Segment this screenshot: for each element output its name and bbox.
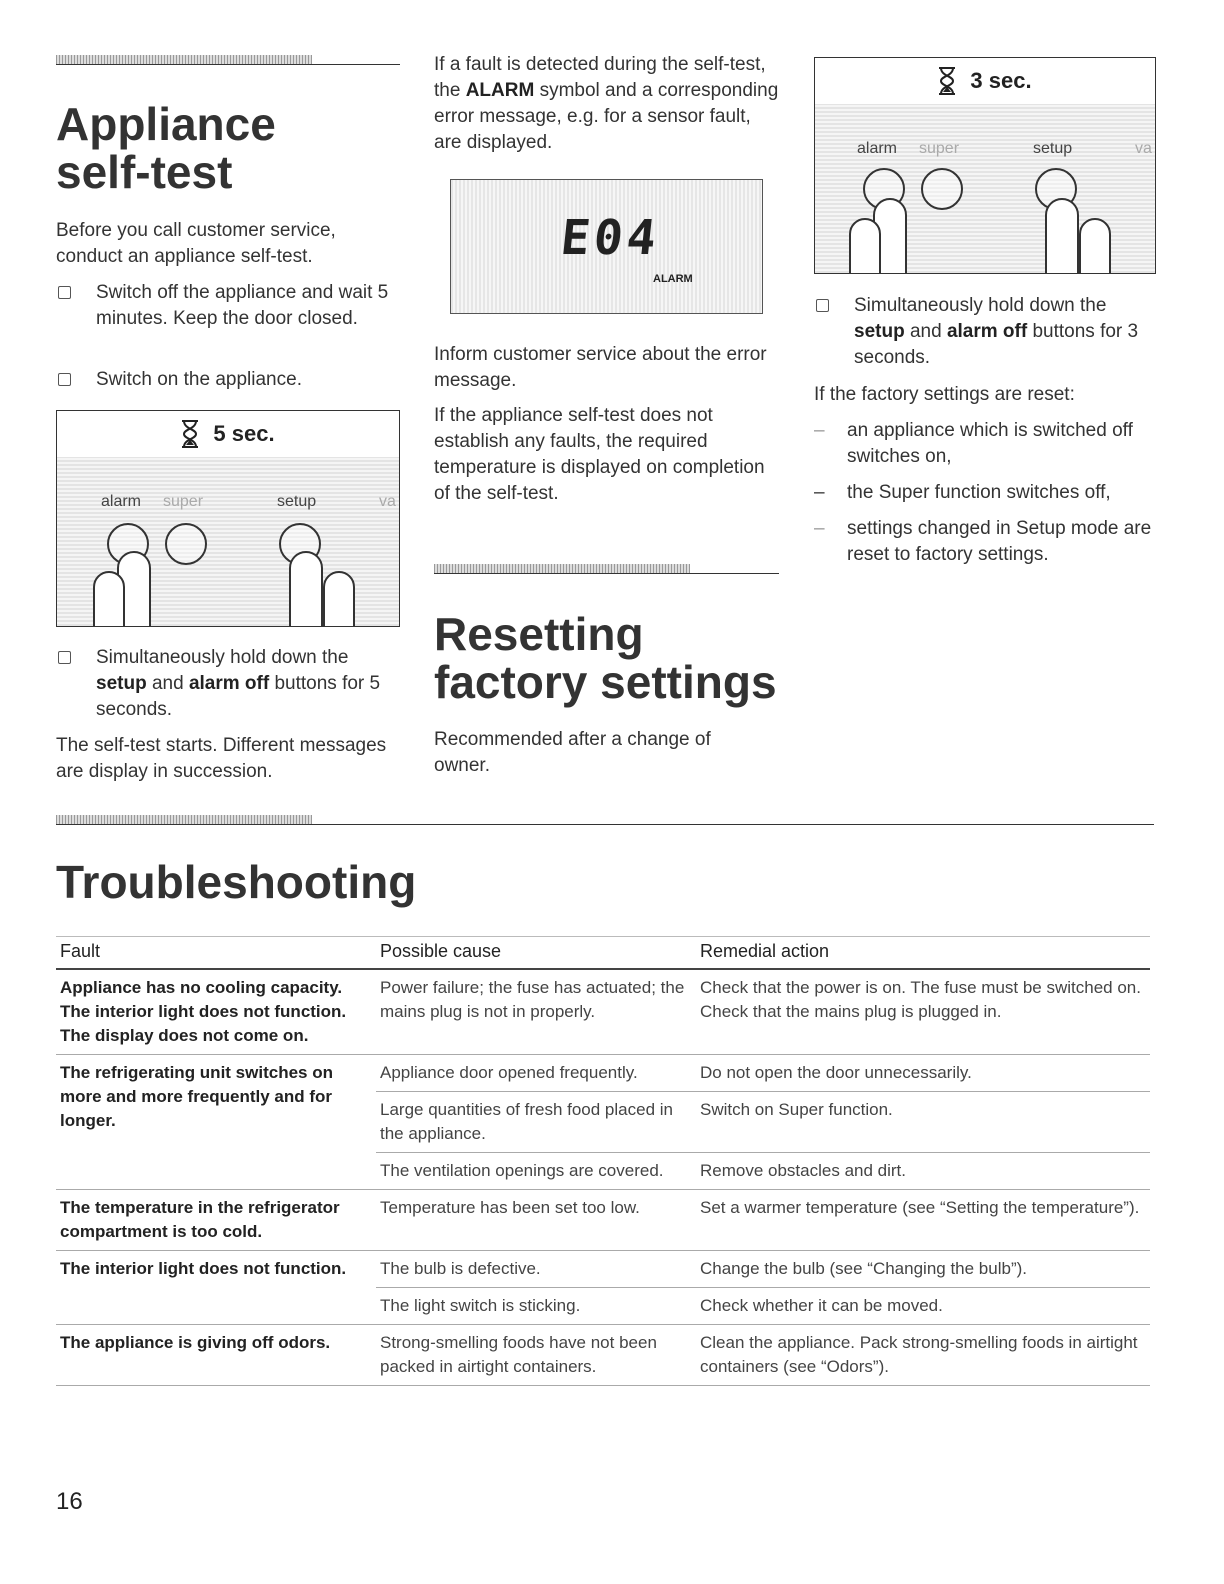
list-item: – settings changed in Setup mode are reset to factory settings. xyxy=(814,518,1152,565)
va-label: va xyxy=(1135,140,1152,157)
hourglass-icon xyxy=(938,67,956,95)
super-label: super xyxy=(919,140,960,157)
fault-cell: Appliance has no cooling capacity. The interior light does not function. The display does not come on. xyxy=(60,978,347,1045)
column-header: Remedial action xyxy=(696,937,1150,970)
action-cell: Change the bulb (see “Changing the bulb”). xyxy=(696,1251,1150,1288)
table-row xyxy=(56,1055,1150,1092)
page-number: 16 xyxy=(56,1488,83,1515)
control-panel-illustration-5sec: 5 sec. alarm super setup va xyxy=(56,410,400,627)
fault-cell: The interior light does not function. xyxy=(56,1251,376,1325)
step-switch-off: Switch off the appliance and wait 5 minutes. Keep the door closed. xyxy=(58,280,398,332)
self-test-result: The self-test starts. Different messages are display in succession. xyxy=(56,735,387,782)
table-row xyxy=(56,969,1150,1055)
finger-illustration xyxy=(323,571,355,627)
super-label: super xyxy=(163,493,204,510)
checkbox-bullet-icon xyxy=(816,299,829,312)
alarm-indicator: ALARM xyxy=(653,273,693,285)
resetting-title: Resetting factory settings xyxy=(434,608,777,709)
step-hold-buttons-3sec: Simultaneously hold down the setup and alarm off buttons for 3 seconds. xyxy=(816,293,1161,371)
cause-cell: Large quantities of fresh food placed in the appliance. xyxy=(376,1092,696,1153)
checkbox-bullet-icon xyxy=(58,286,71,299)
setup-label: setup xyxy=(1033,140,1073,157)
cause-cell: Temperature has been set too low. xyxy=(376,1190,696,1251)
reset-effects-list xyxy=(814,418,1159,568)
checkbox-bullet-icon xyxy=(58,651,71,664)
reset-recommendation: Recommended after a change of owner. xyxy=(434,729,711,776)
fault-cell: The appliance is giving off odors. xyxy=(56,1325,376,1386)
fault-detected-text: If a fault is detected during the self-test, the ALARM symbol and a corresponding error message, e.g. for a sensor fault, are displayed. xyxy=(434,54,779,153)
column-header: Fault xyxy=(56,937,376,970)
step-switch-on: Switch on the appliance. xyxy=(58,367,398,393)
fault-cell: The temperature in the refrigerator compartment is too cold. xyxy=(56,1190,376,1251)
list-item: – the Super function switches off, xyxy=(814,482,1111,503)
error-display-illustration xyxy=(450,179,763,314)
finger-illustration xyxy=(1079,218,1111,274)
finger-illustration xyxy=(849,218,881,274)
reset-effects-intro: If the factory settings are reset: xyxy=(814,384,1075,405)
troubleshooting-title: Troubleshooting xyxy=(56,856,417,908)
list-item: – an appliance which is switched off switches on, xyxy=(814,420,1133,467)
table-row xyxy=(56,1190,1150,1251)
alarm-label: alarm xyxy=(857,140,898,157)
fault-cell: The refrigerating unit switches on more and more frequently and for longer. xyxy=(56,1055,376,1190)
super-button[interactable] xyxy=(165,523,207,565)
step-hold-buttons-5sec: Simultaneously hold down the setup and alarm off buttons for 5 seconds. xyxy=(58,645,403,723)
self-test-intro: Before you call customer service, conduct an appliance self-test. xyxy=(56,220,336,267)
action-cell: Switch on Super function. xyxy=(696,1092,1150,1153)
error-code: E04 xyxy=(558,210,663,266)
action-cell: Check whether it can be moved. xyxy=(696,1288,1150,1325)
action-cell: Check that the power is on. The fuse must be switched on. Check that the mains plug is plugged in. xyxy=(700,978,1141,1021)
troubleshooting-table xyxy=(56,936,1150,1386)
section-rule-self-test xyxy=(56,55,400,65)
alarm-label: alarm xyxy=(101,493,142,510)
cause-cell: Power failure; the fuse has actuated; the mains plug is not in properly. xyxy=(380,978,685,1021)
inform-service-text: Inform customer service about the error message. xyxy=(434,344,767,391)
cause-cell: The bulb is defective. xyxy=(376,1251,696,1288)
finger-illustration xyxy=(1045,198,1079,274)
super-button[interactable] xyxy=(921,168,963,210)
va-label: va xyxy=(379,493,396,510)
action-cell: Set a warmer temperature (see “Setting the temperature”). xyxy=(696,1190,1150,1251)
finger-illustration xyxy=(289,551,323,627)
self-test-title: Appliance self-test xyxy=(56,98,276,199)
cause-cell: The light switch is sticking. xyxy=(376,1288,696,1325)
table-header-row xyxy=(56,937,1150,970)
hourglass-icon xyxy=(181,420,199,448)
action-cell: Do not open the door unnecessarily. xyxy=(696,1055,1150,1092)
action-cell: Remove obstacles and dirt. xyxy=(696,1153,1150,1190)
action-cell: Clean the appliance. Pack strong-smelling foods in airtight containers (see “Odors”). xyxy=(696,1325,1150,1386)
cause-cell: The ventilation openings are covered. xyxy=(376,1153,696,1190)
column-header: Possible cause xyxy=(376,937,696,970)
table-row xyxy=(56,1251,1150,1288)
cause-cell: Appliance door opened frequently. xyxy=(376,1055,696,1092)
setup-label: setup xyxy=(277,493,317,510)
section-rule-troubleshooting xyxy=(56,815,1154,825)
no-fault-text: If the appliance self-test does not establish any faults, the required temperature is displayed on completion of the self-test. xyxy=(434,405,765,504)
control-panel-illustration-3sec: 3 sec. alarm super setup va xyxy=(814,57,1156,274)
checkbox-bullet-icon xyxy=(58,373,71,386)
finger-illustration xyxy=(93,571,125,627)
section-rule-resetting xyxy=(434,564,779,574)
table-row xyxy=(56,1325,1150,1386)
cause-cell: Strong-smelling foods have not been packed in airtight containers. xyxy=(376,1325,696,1386)
